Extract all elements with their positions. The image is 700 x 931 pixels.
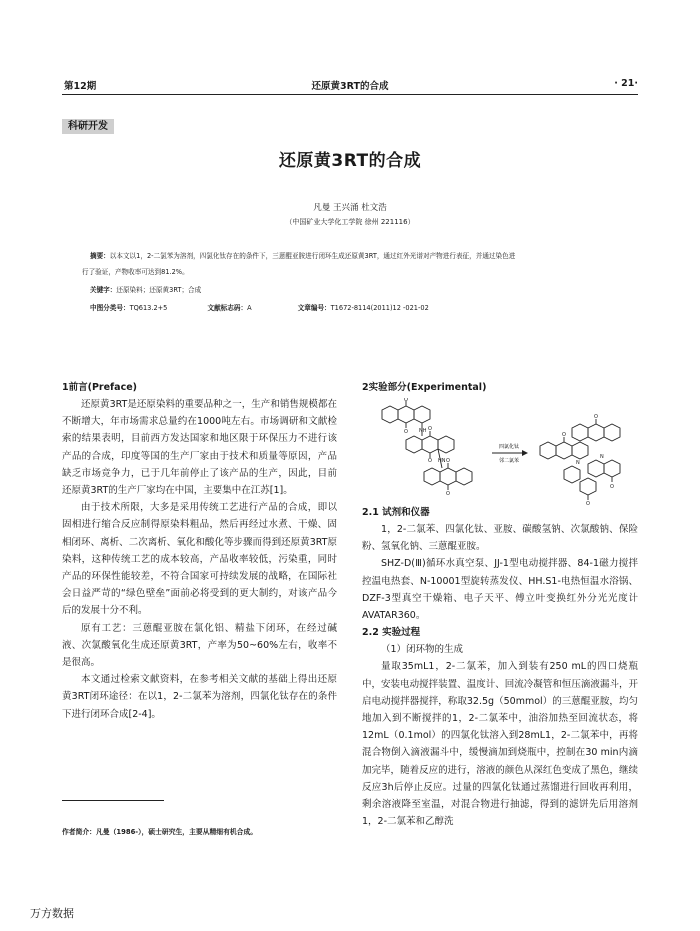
reactant-structure xyxy=(382,401,472,490)
reaction-arrow-head xyxy=(522,450,528,456)
solvent-label: 邻二氯苯 xyxy=(498,458,520,464)
svg-text:O: O xyxy=(404,429,408,435)
abstract-label: 摘要： xyxy=(90,252,110,260)
svg-text:HN: HN xyxy=(438,458,446,464)
section-badge: 科研开发 xyxy=(62,119,114,134)
footnote-rule xyxy=(62,800,164,801)
issue-number: 第12期 xyxy=(64,81,97,92)
author-footnote: 作者简介：凡曼（1986-），硕士研究生，主要从精细有机合成。 xyxy=(62,828,258,836)
reagent-label: 四氯化钛 xyxy=(498,444,520,450)
paragraph: 还原黄3RT是还原染料的重要品种之一，生产和销售规模都在不断增大，年市场需求总量约在1000吨左右。市场调研和文献检索的结果表明，目前西方发达国家和地区限于环保压力不进行该产品的合成，印度等国的生产厂家由于技术和质量等原因，产品缺乏市场竞争力，已于几年前停止了该产品的生产，因此，目前还原黄3RT的生产厂家均在中国，主要集中在江苏[1]。 xyxy=(62,399,337,497)
clc-label: 中图分类号： xyxy=(90,304,130,312)
abstract-block xyxy=(82,248,620,316)
svg-text:O: O xyxy=(428,426,432,432)
classification-row xyxy=(90,300,620,316)
article-no-value: T1672-8114(2011)12 -021-02 xyxy=(330,304,429,312)
clc-value: TQ613.2+5 xyxy=(129,304,168,312)
svg-text:O: O xyxy=(446,458,450,464)
paragraph: 本文通过检索文献资料，在参考相关文献的基础上得出还原黄3RT闭环途径：在以1，2-二氯苯为溶剂，四氯化钛存在的条件下进行闭环合成[2-4]。 xyxy=(62,674,337,720)
page-number: · 21· xyxy=(614,78,638,89)
section-heading-experimental: 2实验部分(Experimental) xyxy=(362,382,487,393)
paragraph: 由于技术所限，大多是采用传统工艺进行产品的合成，即以固相进行缩合反应制得原染料粗品，然后再经过水煮、干燥、固相闭环、离析、二次离析、氧化和酸化等步骤而得到还原黄3RT原染料，这种传统工艺的成本较高，产品收率较低，污染重，同时产品的环保性能较差，不符合国家可持续发展的战略，在国际社会日益严苛的“绿色壁垒”面前必将受到的更大制约，对该产品今后的发展十分不利。 xyxy=(62,502,337,617)
subsection-heading-reagents: 2.1 试剂和仪器 xyxy=(362,507,430,518)
source-watermark: 万方数据 xyxy=(30,907,74,920)
svg-text:O: O xyxy=(446,491,450,497)
left-column xyxy=(62,379,337,723)
svg-text:O: O xyxy=(562,432,566,438)
svg-text:N: N xyxy=(576,460,580,466)
affiliation: （中国矿业大学化工学院 徐州 221116） xyxy=(285,218,415,226)
paragraph: 原有工艺：三蒽醌亚胺在氯化铝、精盐下闭环，在经过碱液、次氯酸氧化生成还原黄3RT，产率为50~60%左右，收率不是很高。 xyxy=(62,622,337,669)
svg-text:N: N xyxy=(600,454,604,460)
svg-text:O: O xyxy=(586,501,590,506)
product-structure xyxy=(540,419,620,500)
paragraph: 1，2-二氯苯、四氯化钛、亚胺、碳酸氢钠、次氯酸钠、保险粉、氢氧化钠、三蒽醌亚胺。 xyxy=(362,524,638,553)
abstract-line-2: 行了验证，产物收率可达到81.2%。 xyxy=(82,268,189,276)
abstract-line-1: 以本文以1，2-二氯苯为溶剂，四氯化钛存在的条件下，三蒽醌亚胺进行闭环生成还原黄3RT，通过红外光谱对产物进行表征，并通过染色进 xyxy=(109,252,516,260)
right-column xyxy=(362,504,638,830)
subsection-heading-procedure: 2.2 实验过程 xyxy=(362,627,421,639)
paragraph: SHZ-D(Ⅲ)循环水真空泵、JJ-1型电动搅拌器、84-1磁力搅拌控温电热套、N-10001型旋转蒸发仪、HH.S1-电热恒温水浴锅、DZF-3型真空干燥箱、电子天平、傅立叶变换红外分光光度计AVATAR360。 xyxy=(362,558,638,622)
doc-code-label: 文献标志码： xyxy=(207,304,248,312)
svg-text:O: O xyxy=(404,398,408,403)
abstract xyxy=(90,248,620,264)
header-rule xyxy=(62,94,638,95)
doc-code-value: A xyxy=(247,304,252,312)
svg-text:O: O xyxy=(428,458,432,464)
running-title: 还原黄3RT的合成 xyxy=(311,81,389,92)
paragraph: 量取35mL1，2-二氯苯，加入到装有250 mL的四口烧瓶中，安装电动搅拌装置、温度计、回流冷凝管和恒压滴液漏斗，开启电动搅拌器搅拌，称取32.5g（50mmol）的三蒽醌亚胺，均匀地加入到不断搅拌的1，2-二氯苯中，油浴加热至回流状态，将12mL（0.1mol）的四氯化钛溶入到28mL1，2-二氯苯中，再将混合物倒入滴液漏斗中，缓慢滴加到烧瓶中，控制在30 min内滴加完毕，随着反应的进行，溶液的颜色从深红色变成了黑色，继续反应3h后停止反应。过量的四氯化钛通过蒸馏进行回收再利用，剩余溶液降至室温，对混合物进行抽滤，得到的滤饼先后用溶剂1，2-二氯苯和乙醇洗 xyxy=(362,661,638,828)
keywords-label: 关键字： xyxy=(90,286,117,294)
reaction-scheme xyxy=(364,398,636,506)
article-no-label: 文章编号： xyxy=(297,304,331,312)
section-heading-preface: 1前言(Preface) xyxy=(62,382,138,393)
svg-text:O: O xyxy=(610,484,614,490)
article-title: 还原黄3RT的合成 xyxy=(278,151,422,171)
keywords-text: 还原染料；还原黄3RT；合成 xyxy=(116,286,202,294)
keywords xyxy=(90,282,620,298)
authors: 凡曼 王兴涌 杜文浩 xyxy=(313,203,387,213)
svg-text:NH: NH xyxy=(419,428,427,434)
procedure-step-title: （1）闭环物的生成 xyxy=(381,644,464,656)
svg-text:O: O xyxy=(594,414,598,420)
